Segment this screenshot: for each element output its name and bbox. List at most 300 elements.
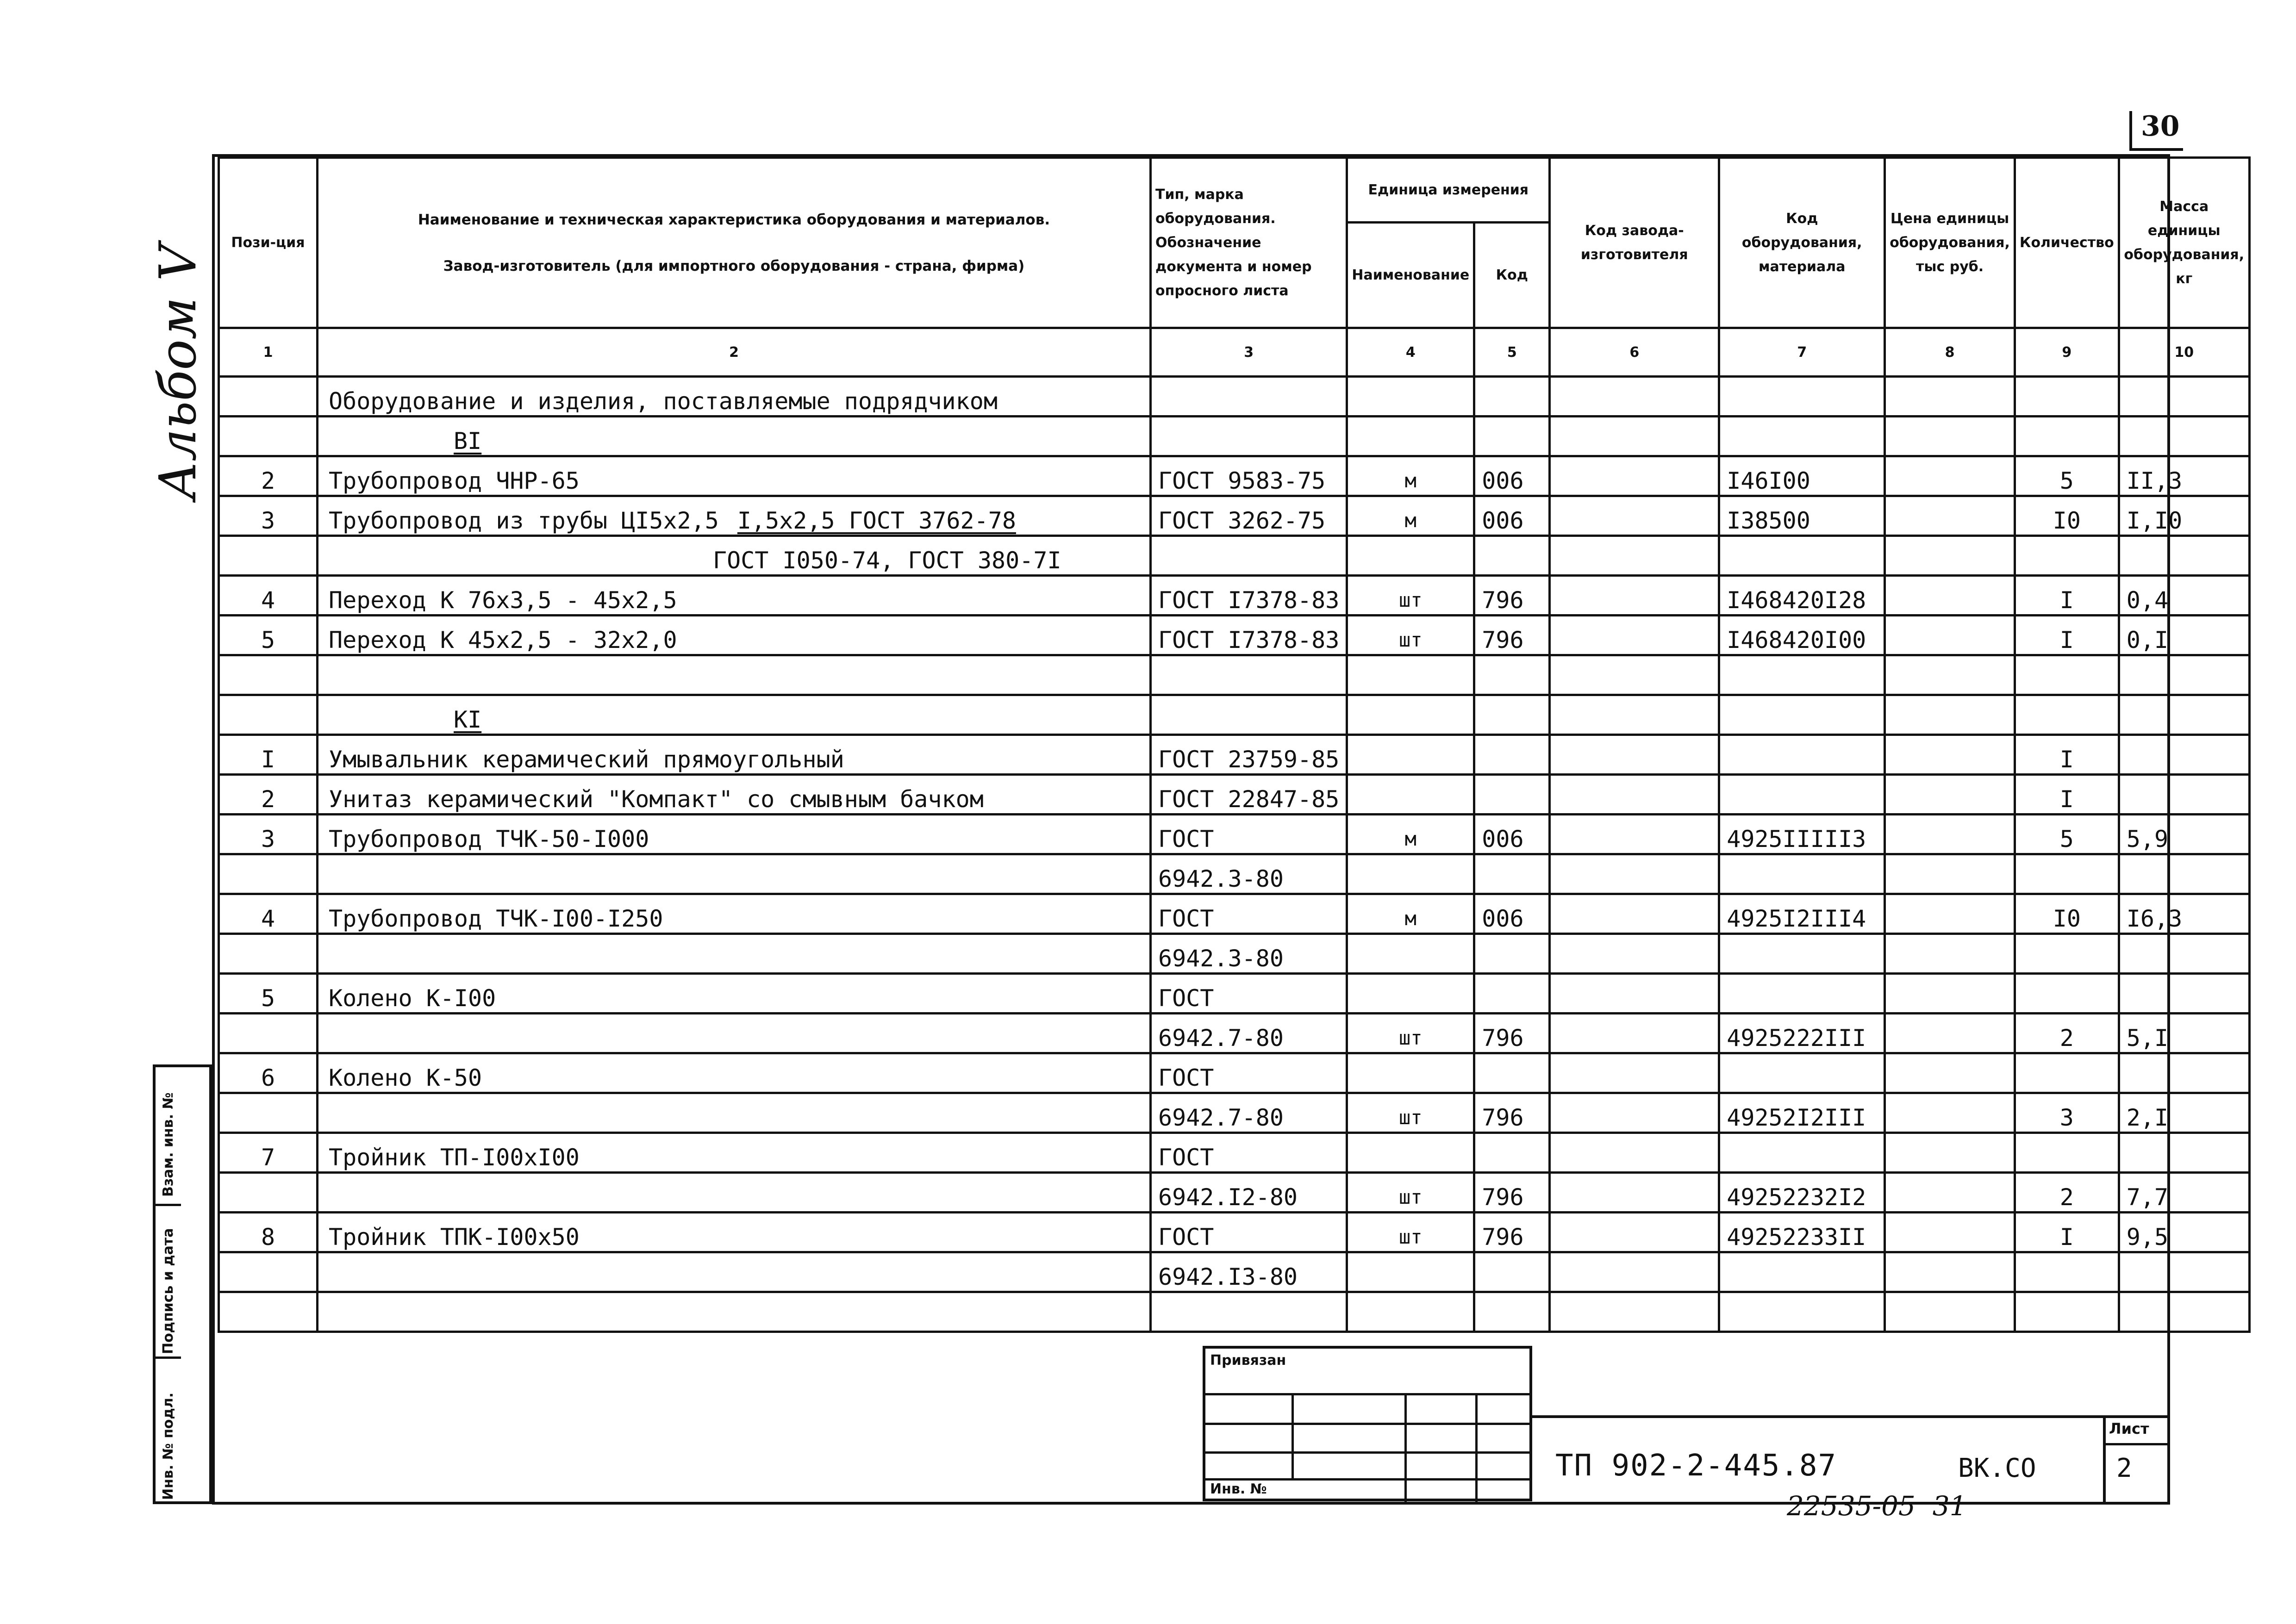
row-manufacturer-code xyxy=(1550,854,1719,894)
row-position xyxy=(219,456,318,496)
stamp-line xyxy=(1205,1393,1529,1395)
row-quantity xyxy=(2015,456,2119,496)
stamp-line xyxy=(1205,1478,1529,1481)
row-unit-code xyxy=(1474,974,1550,1014)
header-quantity: Количество xyxy=(2015,158,2119,328)
row-material-code xyxy=(1719,377,1885,417)
row-type-doc-text: ГОСТ xyxy=(1158,905,1214,932)
row-quantity xyxy=(2015,1053,2119,1093)
row-unit-name-text: шт xyxy=(1399,1186,1423,1208)
row-name-text: Трубопровод ТЧК-I00-I250 xyxy=(329,905,663,932)
row-unit-mass xyxy=(2119,616,2249,655)
row-unit-name xyxy=(1347,1014,1474,1053)
row-quantity-text: 2 xyxy=(2059,1184,2074,1211)
row-quantity xyxy=(2015,974,2119,1014)
row-type-doc-text: ГОСТ xyxy=(1158,1224,1214,1251)
header-unit-price: Цена единицы оборудования, тыс руб. xyxy=(1885,158,2015,328)
row-unit-code xyxy=(1474,1133,1550,1173)
table-row xyxy=(219,496,2250,536)
row-unit-mass-text: I,I0 xyxy=(2126,507,2183,534)
stamp-line xyxy=(1292,1393,1294,1478)
row-unit-price xyxy=(1885,1014,2015,1053)
row-position xyxy=(219,894,318,934)
table-row xyxy=(219,417,2250,456)
row-unit-name xyxy=(1347,616,1474,655)
row-name xyxy=(318,934,1151,974)
row-material-code xyxy=(1719,775,1885,815)
row-unit-mass xyxy=(2119,1133,2249,1173)
row-material-code xyxy=(1719,536,1885,576)
row-type-doc xyxy=(1151,536,1347,576)
row-unit-mass-text: 0,I xyxy=(2126,627,2169,653)
row-unit-mass xyxy=(2119,1093,2249,1133)
row-unit-name xyxy=(1347,1093,1474,1133)
row-unit-mass xyxy=(2119,1252,2249,1292)
row-name xyxy=(318,1093,1151,1133)
row-material-code-text: 49252232I2 xyxy=(1727,1184,1866,1211)
row-unit-code xyxy=(1474,934,1550,974)
table-row xyxy=(219,854,2250,894)
table-row xyxy=(219,1053,2250,1093)
row-type-doc xyxy=(1151,894,1347,934)
row-unit-code xyxy=(1474,616,1550,655)
row-name xyxy=(318,815,1151,854)
row-position xyxy=(219,934,318,974)
row-position xyxy=(219,377,318,417)
row-material-code-text: I468420I00 xyxy=(1727,627,1866,653)
row-quantity-text: I xyxy=(2059,587,2074,614)
row-position-text: I xyxy=(261,746,275,773)
row-type-doc-text: ГОСТ 9583-75 xyxy=(1158,467,1326,494)
row-name-text: Оборудование и изделия, поставляемые подрядчиком xyxy=(329,388,998,415)
row-position xyxy=(219,1252,318,1292)
row-name-text: Колено К-I00 xyxy=(329,985,496,1012)
row-position xyxy=(219,1133,318,1173)
row-name-text: KI xyxy=(454,706,482,733)
side-stamp-inv-orig: Инв. № подл. xyxy=(160,1392,176,1500)
row-unit-code xyxy=(1474,775,1550,815)
row-quantity-text: I xyxy=(2059,1224,2074,1251)
row-type-doc xyxy=(1151,974,1347,1014)
row-unit-code-text: 796 xyxy=(1482,1025,1524,1052)
row-quantity xyxy=(2015,576,2119,616)
row-unit-name xyxy=(1347,456,1474,496)
row-material-code-text: 4925IIIII3 xyxy=(1727,826,1866,852)
row-type-doc-text: 6942.I3-80 xyxy=(1158,1263,1298,1290)
row-manufacturer-code xyxy=(1550,1014,1719,1053)
row-type-doc-text: ГОСТ 22847-85 xyxy=(1158,786,1340,813)
row-name-text: Колено К-50 xyxy=(329,1064,482,1091)
row-name xyxy=(318,775,1151,815)
stamp-linked-label: Привязан xyxy=(1210,1352,1286,1369)
row-unit-mass xyxy=(2119,934,2249,974)
row-type-doc-text: 6942.7-80 xyxy=(1158,1025,1284,1052)
row-position xyxy=(219,536,318,576)
table-row xyxy=(219,1252,2250,1292)
row-unit-name-text: м xyxy=(1404,469,1416,492)
row-position-text: 4 xyxy=(261,905,275,932)
row-manufacturer-code xyxy=(1550,974,1719,1014)
row-unit-code xyxy=(1474,815,1550,854)
row-quantity-text: 5 xyxy=(2059,467,2074,494)
stamp-line xyxy=(1404,1393,1407,1504)
row-unit-mass xyxy=(2119,1173,2249,1213)
row-position-text: 3 xyxy=(261,826,275,852)
row-quantity-text: 5 xyxy=(2059,826,2074,852)
row-material-code xyxy=(1719,894,1885,934)
table-row xyxy=(219,1173,2250,1213)
row-unit-mass xyxy=(2119,576,2249,616)
spec-body xyxy=(219,377,2250,1332)
row-quantity xyxy=(2015,377,2119,417)
row-unit-price xyxy=(1885,576,2015,616)
row-name xyxy=(318,496,1151,536)
row-type-doc xyxy=(1151,735,1347,775)
row-position-text: 2 xyxy=(261,786,275,813)
row-material-code xyxy=(1719,1292,1885,1332)
row-unit-price xyxy=(1885,1093,2015,1133)
row-type-doc xyxy=(1151,1213,1347,1252)
row-quantity xyxy=(2015,536,2119,576)
row-unit-code xyxy=(1474,496,1550,536)
row-manufacturer-code xyxy=(1550,1252,1719,1292)
row-quantity xyxy=(2015,695,2119,735)
sheet-number-top-text: 30 xyxy=(2141,110,2180,143)
row-unit-code-text: 006 xyxy=(1482,905,1524,932)
row-quantity xyxy=(2015,854,2119,894)
row-unit-mass-text: 5,I xyxy=(2126,1025,2169,1052)
table-row xyxy=(219,655,2250,695)
row-manufacturer-code xyxy=(1550,815,1719,854)
row-unit-mass-text: 9,5 xyxy=(2126,1224,2169,1251)
row-unit-mass-text: 5,9 xyxy=(2126,826,2169,852)
row-unit-code xyxy=(1474,377,1550,417)
row-unit-code xyxy=(1474,655,1550,695)
row-type-doc xyxy=(1151,1053,1347,1093)
row-type-doc xyxy=(1151,1014,1347,1053)
row-name-text: Переход К 76x3,5 - 45x2,5 xyxy=(329,587,677,614)
row-material-code xyxy=(1719,974,1885,1014)
table-row xyxy=(219,974,2250,1014)
row-material-code xyxy=(1719,456,1885,496)
row-unit-mass xyxy=(2119,1014,2249,1053)
row-type-doc xyxy=(1151,456,1347,496)
row-position-text: 5 xyxy=(261,985,275,1012)
row-quantity-text: I0 xyxy=(2053,905,2081,932)
row-unit-mass-text: 2,I xyxy=(2126,1104,2169,1131)
row-type-doc xyxy=(1151,775,1347,815)
row-unit-name xyxy=(1347,695,1474,735)
table-row xyxy=(219,1213,2250,1252)
row-type-doc-text: ГОСТ I7378-83 xyxy=(1158,587,1340,614)
row-manufacturer-code xyxy=(1550,735,1719,775)
table-row xyxy=(219,1014,2250,1053)
row-name xyxy=(318,377,1151,417)
row-unit-name xyxy=(1347,377,1474,417)
row-unit-mass-text: II,3 xyxy=(2126,467,2183,494)
row-position xyxy=(219,1213,318,1252)
row-unit-price xyxy=(1885,1252,2015,1292)
row-material-code xyxy=(1719,1173,1885,1213)
row-name xyxy=(318,616,1151,655)
row-quantity xyxy=(2015,1014,2119,1053)
row-unit-mass xyxy=(2119,417,2249,456)
row-unit-name-text: шт xyxy=(1399,1027,1423,1049)
row-name-text: Трубопровод из трубы ЦI5x2,5 xyxy=(329,507,719,534)
table-row xyxy=(219,1093,2250,1133)
row-name xyxy=(318,655,1151,695)
column-number: 3 xyxy=(1151,328,1347,377)
row-manufacturer-code xyxy=(1550,1213,1719,1252)
row-unit-code xyxy=(1474,1014,1550,1053)
row-unit-name xyxy=(1347,576,1474,616)
row-type-doc xyxy=(1151,576,1347,616)
table-row xyxy=(219,735,2250,775)
row-name xyxy=(318,417,1151,456)
stamp-line xyxy=(1475,1393,1478,1504)
row-unit-code xyxy=(1474,1053,1550,1093)
row-position-text: 5 xyxy=(261,627,275,653)
row-material-code-text: I468420I28 xyxy=(1727,587,1866,614)
row-unit-name xyxy=(1347,655,1474,695)
row-unit-name xyxy=(1347,1252,1474,1292)
row-name-continuation: ГОСТ I050-74, ГОСТ 380-7I xyxy=(713,547,1061,574)
row-quantity-text: 2 xyxy=(2059,1025,2074,1052)
header-position: Пози-ция xyxy=(219,158,318,328)
row-manufacturer-code xyxy=(1550,655,1719,695)
row-manufacturer-code xyxy=(1550,1093,1719,1133)
row-position xyxy=(219,1173,318,1213)
table-row xyxy=(219,616,2250,655)
row-unit-price xyxy=(1885,1173,2015,1213)
row-name xyxy=(318,695,1151,735)
row-unit-mass xyxy=(2119,536,2249,576)
row-unit-mass-text: 0,4 xyxy=(2126,587,2169,614)
row-name-text: Переход К 45x2,5 - 32x2,0 xyxy=(329,627,677,653)
row-unit-name xyxy=(1347,735,1474,775)
row-unit-price xyxy=(1885,655,2015,695)
header-name xyxy=(318,158,1151,328)
row-material-code-text: I46I00 xyxy=(1727,467,1810,494)
row-material-code xyxy=(1719,417,1885,456)
row-unit-mass xyxy=(2119,377,2249,417)
row-type-doc-text: 6942.I2-80 xyxy=(1158,1184,1298,1211)
row-unit-name xyxy=(1347,536,1474,576)
row-name xyxy=(318,735,1151,775)
row-type-doc-text: 6942.7-80 xyxy=(1158,1104,1284,1131)
row-unit-code xyxy=(1474,1093,1550,1133)
row-type-doc xyxy=(1151,1093,1347,1133)
row-material-code xyxy=(1719,1053,1885,1093)
row-unit-name-text: шт xyxy=(1399,1226,1423,1248)
row-name xyxy=(318,1213,1151,1252)
row-material-code-text: I38500 xyxy=(1727,507,1810,534)
row-unit-name xyxy=(1347,854,1474,894)
row-position-text: 8 xyxy=(261,1224,275,1251)
row-unit-name xyxy=(1347,934,1474,974)
row-manufacturer-code xyxy=(1550,934,1719,974)
row-name xyxy=(318,1053,1151,1093)
row-position-text: 2 xyxy=(261,467,275,494)
row-name xyxy=(318,894,1151,934)
row-unit-price xyxy=(1885,1213,2015,1252)
column-number: 10 xyxy=(2119,328,2249,377)
row-quantity xyxy=(2015,1133,2119,1173)
table-row xyxy=(219,775,2250,815)
row-unit-name xyxy=(1347,815,1474,854)
column-number: 4 xyxy=(1347,328,1474,377)
row-position xyxy=(219,1053,318,1093)
row-quantity xyxy=(2015,815,2119,854)
row-type-doc xyxy=(1151,616,1347,655)
row-quantity xyxy=(2015,1292,2119,1332)
row-material-code xyxy=(1719,934,1885,974)
row-unit-name xyxy=(1347,1053,1474,1093)
row-position-text: 3 xyxy=(261,507,275,534)
row-quantity xyxy=(2015,1213,2119,1252)
row-position xyxy=(219,974,318,1014)
row-material-code xyxy=(1719,496,1885,536)
row-unit-price xyxy=(1885,894,2015,934)
project-code: ТП 902-2-445.87 xyxy=(1555,1449,1837,1483)
row-type-doc-text: 6942.3-80 xyxy=(1158,865,1284,892)
row-unit-price xyxy=(1885,616,2015,655)
row-unit-mass xyxy=(2119,1292,2249,1332)
row-quantity xyxy=(2015,417,2119,456)
column-number-row xyxy=(219,328,2250,377)
row-unit-code xyxy=(1474,417,1550,456)
header-material-code: Код оборудования, материала xyxy=(1719,158,1885,328)
row-material-code xyxy=(1719,655,1885,695)
row-manufacturer-code xyxy=(1550,1173,1719,1213)
row-quantity xyxy=(2015,775,2119,815)
row-unit-code xyxy=(1474,894,1550,934)
column-number: 1 xyxy=(219,328,318,377)
row-manufacturer-code xyxy=(1550,1133,1719,1173)
row-position xyxy=(219,1093,318,1133)
column-number: 6 xyxy=(1550,328,1719,377)
header-manufacturer-code: Код завода-изготовителя xyxy=(1550,158,1719,328)
row-unit-code-text: 796 xyxy=(1482,1224,1524,1251)
header-type-doc: Тип, марка оборудования. Обозначение документа и номер опросного листа xyxy=(1151,158,1347,328)
row-manufacturer-code xyxy=(1550,1292,1719,1332)
row-type-doc-text: 6942.3-80 xyxy=(1158,945,1284,972)
row-unit-name-text: м xyxy=(1404,907,1416,930)
row-material-code-text: 4925I2III4 xyxy=(1727,905,1866,932)
row-unit-code-text: 006 xyxy=(1482,507,1524,534)
row-type-doc-text: ГОСТ 23759-85 xyxy=(1158,746,1340,773)
row-unit-name-text: м xyxy=(1404,509,1416,532)
row-manufacturer-code xyxy=(1550,456,1719,496)
row-material-code xyxy=(1719,1252,1885,1292)
row-name-text: Тройник ТП-I00xI00 xyxy=(329,1144,580,1171)
row-manufacturer-code xyxy=(1550,894,1719,934)
row-unit-price xyxy=(1885,934,2015,974)
row-unit-mass xyxy=(2119,1053,2249,1093)
stamp-line xyxy=(1205,1423,1529,1425)
row-unit-mass-text: I6,3 xyxy=(2126,905,2183,932)
row-unit-code-text: 796 xyxy=(1482,587,1524,614)
row-quantity xyxy=(2015,894,2119,934)
header-name-line2: Завод-изготовитель (для импортного оборудования - страна, фирма) xyxy=(443,257,1025,274)
row-position-text: 6 xyxy=(261,1064,275,1091)
header-name-line1: Наименование и техническая характеристика оборудования и материалов. xyxy=(418,211,1050,228)
row-name xyxy=(318,1173,1151,1213)
header-unit-group: Единица измерения xyxy=(1347,158,1550,223)
row-quantity xyxy=(2015,616,2119,655)
album-label: Альбом V xyxy=(148,244,207,500)
row-unit-mass xyxy=(2119,854,2249,894)
row-unit-name xyxy=(1347,496,1474,536)
row-type-doc xyxy=(1151,417,1347,456)
row-unit-code xyxy=(1474,1173,1550,1213)
row-name xyxy=(318,1292,1151,1332)
stamp-inv-label: Инв. № xyxy=(1210,1481,1267,1497)
stamp-line xyxy=(1205,1451,1529,1454)
row-manufacturer-code xyxy=(1550,536,1719,576)
row-unit-price xyxy=(1885,377,2015,417)
row-quantity-text: I0 xyxy=(2053,507,2081,534)
row-name-correction: I,5x2,5 ГОСТ 3762-78 xyxy=(737,507,1016,534)
row-unit-price xyxy=(1885,496,2015,536)
side-stamp-inv-replace: Взам. инв. № xyxy=(160,1092,176,1197)
row-position xyxy=(219,496,318,536)
row-unit-code-text: 796 xyxy=(1482,1184,1524,1211)
row-unit-price xyxy=(1885,1133,2015,1173)
row-unit-price xyxy=(1885,695,2015,735)
row-quantity-text: I xyxy=(2059,627,2074,653)
table-row xyxy=(219,934,2250,974)
table-row xyxy=(219,695,2250,735)
row-unit-name xyxy=(1347,1213,1474,1252)
row-unit-name-text: шт xyxy=(1399,589,1423,611)
row-type-doc-text: ГОСТ xyxy=(1158,1064,1214,1091)
row-unit-name xyxy=(1347,417,1474,456)
row-unit-code xyxy=(1474,1213,1550,1252)
row-unit-name-text: м xyxy=(1404,828,1416,850)
doc-mark: ВК.СО xyxy=(1958,1453,2036,1483)
row-material-code xyxy=(1719,695,1885,735)
row-position xyxy=(219,854,318,894)
row-position xyxy=(219,775,318,815)
column-number: 7 xyxy=(1719,328,1885,377)
row-unit-code xyxy=(1474,576,1550,616)
row-quantity xyxy=(2015,735,2119,775)
row-unit-mass xyxy=(2119,894,2249,934)
row-unit-mass xyxy=(2119,1213,2249,1252)
row-unit-mass xyxy=(2119,735,2249,775)
row-manufacturer-code xyxy=(1550,496,1719,536)
row-type-doc xyxy=(1151,655,1347,695)
row-unit-mass xyxy=(2119,974,2249,1014)
row-position xyxy=(219,815,318,854)
header-unit-mass: Масса единицы оборудования, кг xyxy=(2119,158,2249,328)
sheet-number: 2 xyxy=(2116,1453,2132,1483)
row-unit-name xyxy=(1347,775,1474,815)
row-unit-price xyxy=(1885,536,2015,576)
sheet-label: Лист xyxy=(2109,1420,2149,1437)
row-position-text: 7 xyxy=(261,1144,275,1171)
row-unit-code xyxy=(1474,1252,1550,1292)
row-name-text: Трубопровод ТЧК-50-I000 xyxy=(329,826,649,852)
row-unit-code xyxy=(1474,735,1550,775)
table-row xyxy=(219,1133,2250,1173)
row-name xyxy=(318,1133,1151,1173)
row-type-doc-text: ГОСТ I7378-83 xyxy=(1158,627,1340,653)
table-row xyxy=(219,1292,2250,1332)
row-name-text: Унитаз керамический "Компакт" со смывным бачком xyxy=(329,786,984,813)
row-unit-price xyxy=(1885,735,2015,775)
